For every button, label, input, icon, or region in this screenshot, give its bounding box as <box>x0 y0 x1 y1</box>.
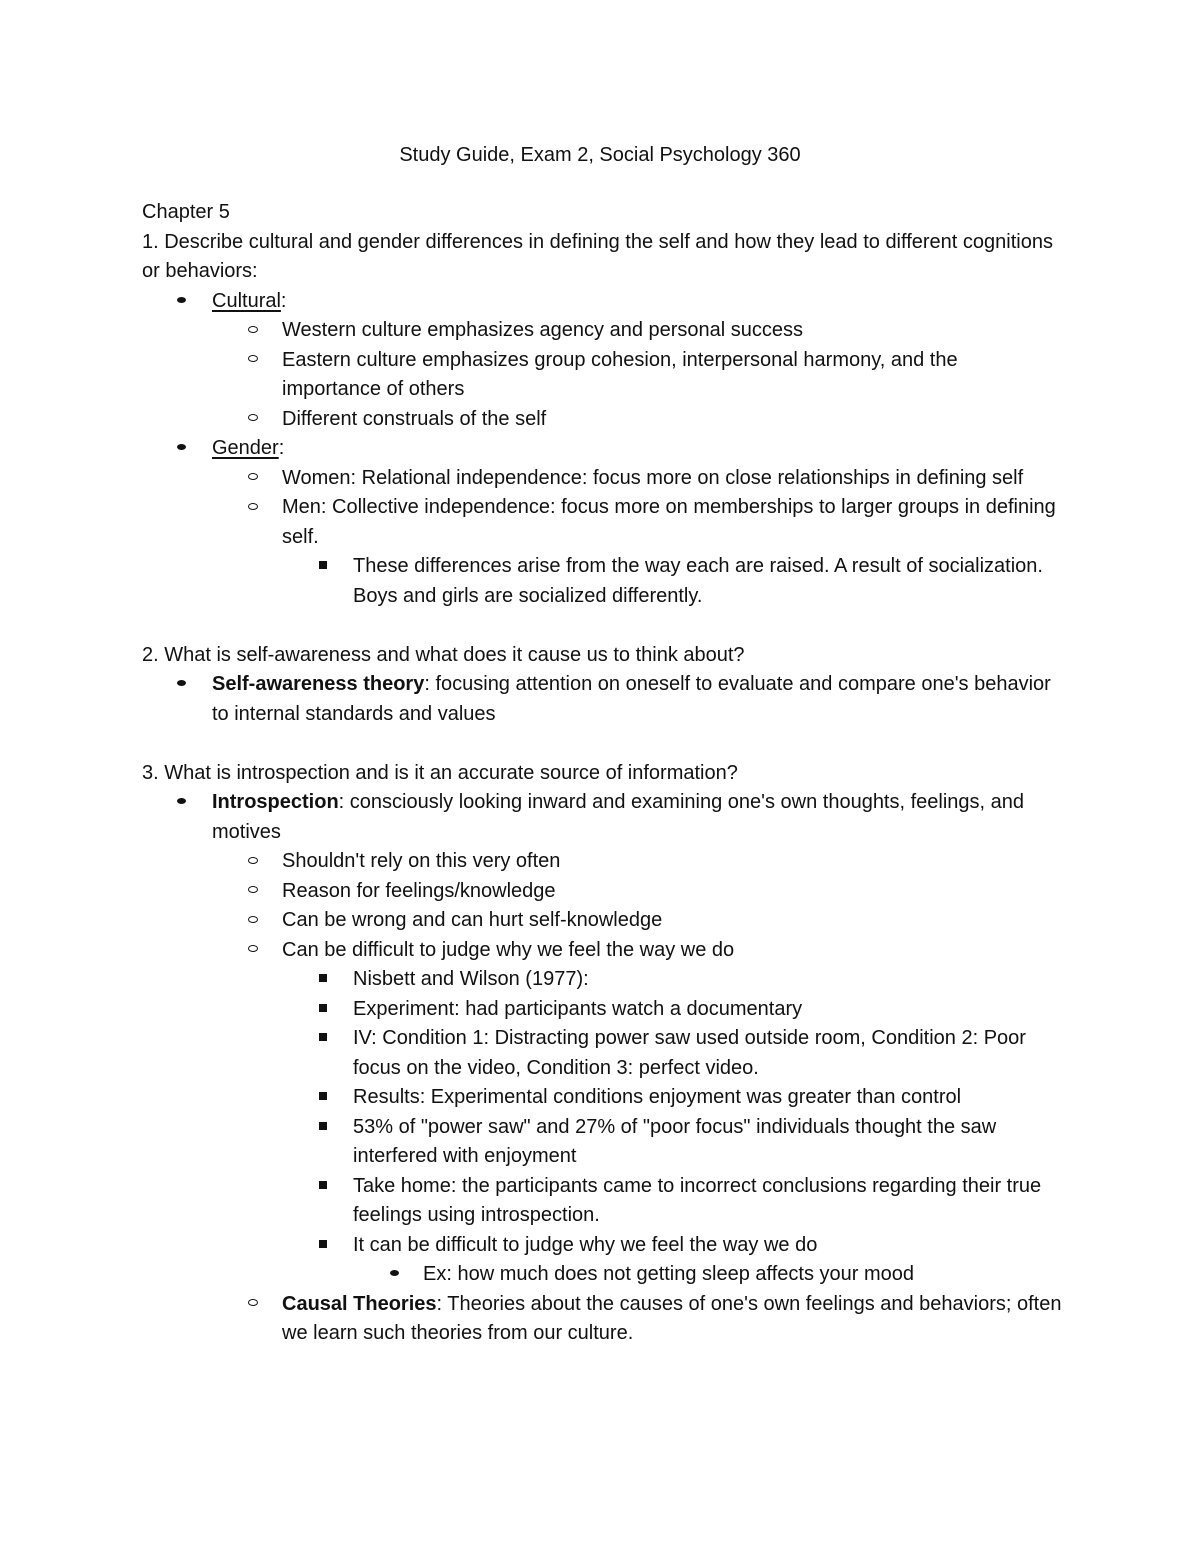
bullet-square-icon <box>313 995 333 1025</box>
list-item <box>142 788 1062 847</box>
list-item-text: Shouldn't rely on this very often <box>282 850 561 872</box>
bullet-square-icon <box>313 965 333 995</box>
list-item <box>142 670 1062 729</box>
list-item-text: 53% of "power saw" and 27% of "poor focus" individuals thought the saw interfered with enjoyment <box>353 1115 997 1167</box>
bullet-dot-icon <box>171 434 191 464</box>
bullet-square-icon <box>313 1231 333 1261</box>
bullet-square-icon <box>313 1024 333 1054</box>
list-item <box>142 1024 1062 1083</box>
q1-list <box>142 287 1062 612</box>
list-item-text: Nisbett and Wilson (1977): <box>353 968 589 990</box>
list-item <box>142 405 1062 435</box>
list-item-text: Can be wrong and can hurt self-knowledge <box>282 909 663 931</box>
list-item <box>142 1172 1062 1231</box>
document-body <box>142 198 1062 1349</box>
list-item <box>142 847 1062 877</box>
q2-list <box>142 670 1062 729</box>
list-item-text: Reason for feelings/knowledge <box>282 879 556 902</box>
colon: : <box>280 289 287 312</box>
list-item <box>142 316 1062 346</box>
list-item <box>142 1113 1062 1172</box>
term-self-awareness-theory: Self-awareness theory <box>212 673 425 695</box>
question-2: 2. What is self-awareness and what does it cause us to think about? <box>142 643 745 666</box>
bullet-circle-icon <box>243 1290 263 1320</box>
definition-text: : Theories about the causes of one's own feelings and behaviors; often we learn such theories from our culture. <box>282 1292 1062 1344</box>
bullet-dot-icon <box>171 670 191 700</box>
list-item-text: Take home: the participants came to incorrect conclusions regarding their true feelings using introspection. <box>353 1174 1042 1226</box>
list-item-text: Women: Relational independence: focus more on close relationships in defining self <box>282 466 1024 489</box>
list-item <box>142 995 1062 1025</box>
question-1: 1. Describe cultural and gender differences in defining the self and how they lead to different cognitions or behaviors: <box>142 230 1053 282</box>
definition-text: : focusing attention on oneself to evaluate and compare one's behavior to internal standards and values <box>212 673 1051 725</box>
gender-label: Gender <box>212 437 279 459</box>
list-item <box>142 906 1062 936</box>
list-item-text: Men: Collective independence: focus more on memberships to larger groups in defining self. <box>282 496 1056 548</box>
cultural-label: Cultural <box>212 289 281 312</box>
list-item <box>142 493 1062 552</box>
chapter-heading: Chapter 5 <box>142 201 230 223</box>
list-item <box>142 936 1062 966</box>
list-item <box>142 1290 1062 1349</box>
list-item-text: These differences arise from the way each are raised. A result of socialization. Boys and girls are socialized differently. <box>353 555 1043 607</box>
list-item <box>142 1083 1062 1113</box>
document-title: Study Guide, Exam 2, Social Psychology 360 <box>399 144 801 166</box>
list-item-text: Experiment: had participants watch a documentary <box>353 997 803 1020</box>
term-causal-theories: Causal Theories <box>282 1292 437 1315</box>
bullet-circle-icon <box>243 936 263 966</box>
list-item <box>142 1260 1062 1290</box>
list-item-text: It can be difficult to judge why we feel the way we do <box>353 1233 818 1256</box>
q3-list <box>142 788 1062 1349</box>
list-item <box>142 552 1062 611</box>
question-3: 3. What is introspection and is it an accurate source of information? <box>142 761 738 784</box>
bullet-square-icon <box>313 552 333 582</box>
list-item-text: Results: Experimental conditions enjoyment was greater than control <box>353 1086 962 1108</box>
bullet-circle-icon <box>243 316 263 346</box>
colon: : <box>278 437 285 459</box>
list-item-text: Western culture emphasizes agency and personal success <box>282 319 804 341</box>
list-item <box>142 1231 1062 1261</box>
bullet-circle-icon <box>243 906 263 936</box>
list-item-text: Different construals of the self <box>282 407 547 430</box>
bullet-dot-icon <box>171 788 191 818</box>
bullet-square-icon <box>313 1083 333 1113</box>
list-item-text: IV: Condition 1: Distracting power saw used outside room, Condition 2: Poor focus on the video, Condition 3: perfect video. <box>353 1027 1026 1079</box>
list-item-text: Eastern culture emphasizes group cohesion, interpersonal harmony, and the importance of others <box>282 348 958 400</box>
list-item-text: Ex: how much does not getting sleep affects your mood <box>423 1263 915 1285</box>
list-item <box>142 346 1062 405</box>
list-item <box>142 464 1062 494</box>
bullet-circle-icon <box>243 847 263 877</box>
list-item <box>142 877 1062 907</box>
bullet-square-icon <box>313 1113 333 1143</box>
bullet-square-icon <box>313 1172 333 1202</box>
bullet-dot-icon <box>384 1260 404 1290</box>
bullet-circle-icon <box>243 877 263 907</box>
term-introspection: Introspection <box>212 791 339 813</box>
bullet-circle-icon <box>243 464 263 494</box>
list-item-cultural <box>142 287 1062 317</box>
bullet-circle-icon <box>243 493 263 523</box>
list-item-text: Can be difficult to judge why we feel the way we do <box>282 938 735 961</box>
definition-text: : consciously looking inward and examining one's own thoughts, feelings, and motives <box>212 791 1025 843</box>
bullet-dot-icon <box>171 287 191 317</box>
bullet-circle-icon <box>243 346 263 376</box>
bullet-circle-icon <box>243 405 263 435</box>
list-item-gender <box>142 434 1062 464</box>
list-item <box>142 965 1062 995</box>
